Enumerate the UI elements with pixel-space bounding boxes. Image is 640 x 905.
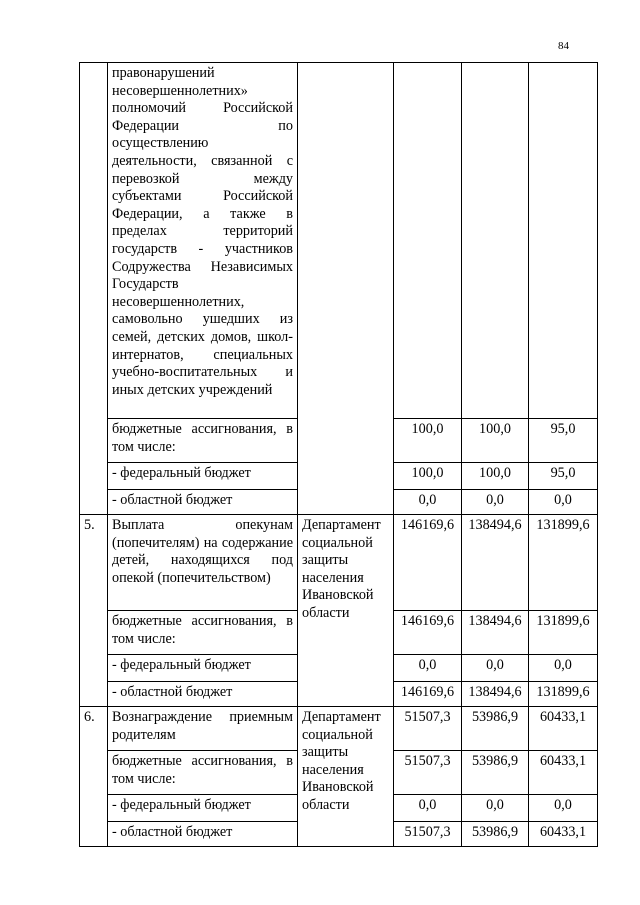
value-cell: [462, 63, 529, 419]
page-number: 84: [558, 40, 569, 52]
value-cell: 0,0: [529, 490, 598, 515]
item-description: правонарушений несовершеннолетних» полномочий Российской Федерации по осуществлению деятельности, связанной с перевозкой между субъектами Российской Федерации, а также в пределах территорий государств - участников Содружества Независимых Государств несовершеннолетних, самовольно ушедших из семей, детских домов, школ-интернатов, специальных учебно-воспитательных и иных детских учреждений: [108, 63, 298, 419]
value-cell: 146169,6: [394, 682, 462, 707]
budget-table: [79, 62, 598, 847]
item-name: Вознаграждение приемным родителям: [108, 707, 298, 751]
value-cell: 95,0: [529, 463, 598, 490]
value-cell: 146169,6: [394, 611, 462, 655]
value-cell: 0,0: [529, 795, 598, 822]
budget-row-label: бюджетные ассигнования, в том числе:: [108, 419, 298, 463]
budget-row-label: - федеральный бюджет: [108, 463, 298, 490]
budget-row-label: - федеральный бюджет: [108, 795, 298, 822]
value-cell: 131899,6: [529, 682, 598, 707]
value-cell: 53986,9: [462, 751, 529, 795]
value-cell: 53986,9: [462, 707, 529, 751]
value-cell: 51507,3: [394, 751, 462, 795]
value-cell: 100,0: [394, 419, 462, 463]
value-cell: 0,0: [394, 655, 462, 682]
row-number: 5.: [80, 515, 108, 707]
value-cell: 60433,1: [529, 822, 598, 847]
budget-row-label: бюджетные ассигнования, в том числе:: [108, 751, 298, 795]
value-cell: 100,0: [462, 419, 529, 463]
budget-row-label: - областной бюджет: [108, 822, 298, 847]
department-name: Департамент социальной защиты населения Ивановской области: [298, 515, 394, 707]
value-cell: 53986,9: [462, 822, 529, 847]
value-cell: 60433,1: [529, 751, 598, 795]
value-cell: 138494,6: [462, 682, 529, 707]
value-cell: 0,0: [529, 655, 598, 682]
item-name: Выплата опекунам (попечителям) на содержание детей, находящихся под опекой (попечительством): [108, 515, 298, 611]
value-cell: 100,0: [462, 463, 529, 490]
department-name: Департамент социальной защиты населения Ивановской области: [298, 707, 394, 847]
value-cell: [529, 63, 598, 419]
value-cell: 0,0: [462, 490, 529, 515]
budget-row-label: - федеральный бюджет: [108, 655, 298, 682]
value-cell: 138494,6: [462, 611, 529, 655]
value-cell: 95,0: [529, 419, 598, 463]
value-cell: 138494,6: [462, 515, 529, 611]
table-row: [80, 63, 598, 419]
value-cell: 131899,6: [529, 515, 598, 611]
value-cell: 0,0: [462, 655, 529, 682]
value-cell: [394, 63, 462, 419]
budget-row-label: бюджетные ассигнования, в том числе:: [108, 611, 298, 655]
value-cell: 0,0: [394, 490, 462, 515]
value-cell: 146169,6: [394, 515, 462, 611]
row-number-cell: [80, 63, 108, 515]
budget-row-label: - областной бюджет: [108, 490, 298, 515]
table-row: [80, 515, 598, 611]
value-cell: 60433,1: [529, 707, 598, 751]
budget-row-label: - областной бюджет: [108, 682, 298, 707]
value-cell: 51507,3: [394, 822, 462, 847]
department-cell: [298, 63, 394, 515]
value-cell: 0,0: [394, 795, 462, 822]
value-cell: 51507,3: [394, 707, 462, 751]
value-cell: 100,0: [394, 463, 462, 490]
table-row: [80, 707, 598, 751]
row-number: 6.: [80, 707, 108, 847]
value-cell: 131899,6: [529, 611, 598, 655]
value-cell: 0,0: [462, 795, 529, 822]
